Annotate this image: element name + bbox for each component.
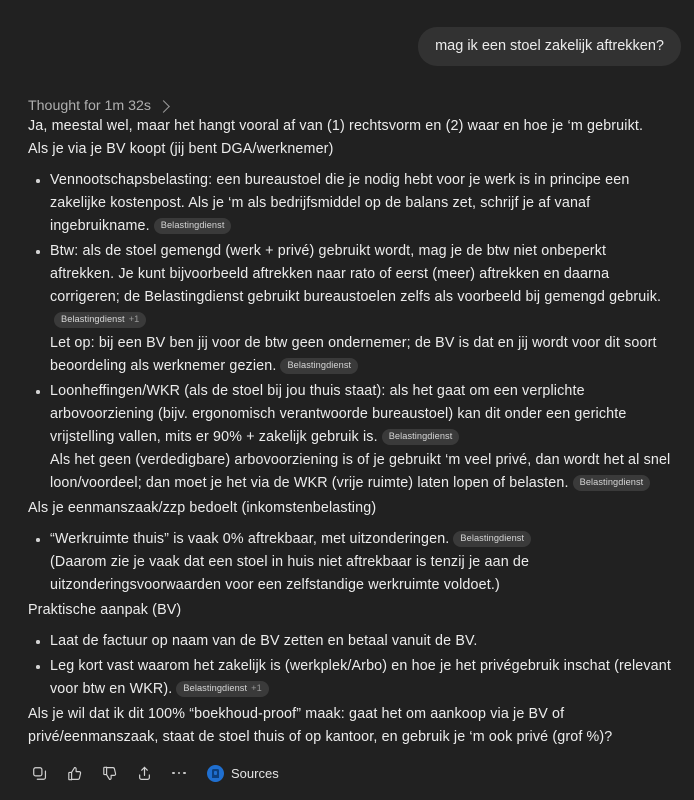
belastingdienst-avatar-icon [207, 765, 224, 782]
more-options-button[interactable] [164, 758, 194, 788]
copy-button[interactable] [24, 758, 54, 788]
user-message-row [0, 0, 694, 66]
list-item [28, 240, 674, 378]
thumbs-down-icon [101, 765, 118, 782]
thinking-summary-toggle[interactable] [28, 97, 168, 115]
list-item-subtext: Let op: bij een BV ben jij voor de btw geen ondernemer; de BV is dat en jij wordt voor dit soort beoordeling als werknemer gezien. [50, 335, 657, 374]
citation-chip[interactable] [154, 218, 232, 234]
bv-bullet-list [28, 169, 674, 495]
closing-paragraph: Als je wil dat ik dit 100% “boekhoud-proof” maak: gaat het om aankoop via je BV of privé/eenmanszaak, staat de stoel thuis of op kantoor, en gebruik je ‘m ook privé (grof %)? [28, 706, 613, 745]
list-item [28, 528, 674, 597]
message-action-toolbar [24, 758, 285, 788]
sources-button[interactable] [205, 761, 285, 786]
list-item-text: Leg kort vast waarom het zakelijk is (werkplek/Arbo) en hoe je het privégebruik inschat (relevant voor btw en WKR). [50, 658, 671, 697]
praktisch-bullet-list [28, 630, 674, 701]
zzp-bullet-list [28, 528, 674, 597]
list-item-text: “Werkruimte thuis” is vaak 0% aftrekbaar, met uitzonderingen. [50, 531, 450, 547]
citation-more-count: +1 [251, 683, 262, 693]
thinking-summary-label: Thought for 1m 32s [28, 98, 152, 114]
list-item-subtext: Als het geen (verdedigbare) arbovoorziening is of je gebruikt ‘m veel privé, dan wordt het al snel loon/voordeel; dan moet je het via de WKR (vrije ruimte) laten lopen of belasten. [50, 452, 671, 491]
citation-chip[interactable] [280, 358, 358, 374]
list-item-subtext: (Daarom zie je vaak dat een stoel in huis niet aftrekbaar is tenzij je aan de uitzonderingsvoorwaarden voor een zelfstandige werkruimte voldoet.) [50, 554, 530, 593]
citation-source-label: Belastingdienst [460, 533, 525, 543]
copy-icon [31, 765, 48, 782]
citation-chip[interactable] [176, 681, 268, 697]
user-message-bubble[interactable]: mag ik een stoel zakelijk aftrekken? [418, 27, 681, 66]
citation-source-label: Belastingdienst [183, 683, 248, 693]
heading-bv: Als je via je BV koopt (jij bent DGA/werknemer) [28, 141, 334, 157]
list-item-subtext-wrap [50, 332, 674, 378]
citation-chip[interactable] [54, 312, 146, 328]
heading-praktisch: Praktische aanpak (BV) [28, 602, 182, 618]
citation-chip[interactable] [453, 531, 531, 547]
share-button[interactable] [129, 758, 159, 788]
citation-source-label: Belastingdienst [388, 431, 453, 441]
thumbs-up-button[interactable] [59, 758, 89, 788]
list-item [28, 655, 674, 701]
assistant-message [0, 97, 694, 749]
list-item-text: Vennootschapsbelasting: een bureaustoel die je nodig hebt voor je werk is in principe een zakelijke kostenpost. Als je ‘m als bedrijfsmiddel op de balans zet, schrijf je af vanaf ingebruikname. [50, 172, 630, 234]
sources-label: Sources [231, 765, 279, 781]
thumbs-down-button[interactable] [94, 758, 124, 788]
list-item-text: Loonheffingen/WKR (als de stoel bij jou thuis staat): als het gaat om een verplichte arbovoorziening (bijv. ergonomisch verantwoorde bureaustoel) kan dit onder een gerichte vrijstelling vallen, mits er 90% + zakelijk gebruik is. [50, 383, 627, 445]
intro-paragraph: Ja, meestal wel, maar het hangt vooral af van (1) rechtsvorm en (2) waar en hoe je ‘m gebruikt. [28, 118, 644, 134]
citation-chip[interactable] [382, 429, 460, 445]
list-item-subtext-wrap [50, 449, 674, 495]
list-item [28, 169, 674, 238]
share-upload-icon [136, 765, 153, 782]
citation-source-label: Belastingdienst [61, 314, 125, 324]
list-item-text: Btw: als de stoel gemengd (werk + privé) gebruikt wordt, mag je de btw niet onbeperkt aftrekken. Je kunt bijvoorbeeld aftrekken naar rato of eerst (meer) aftrekken en daarna corrigeren; de Belastingdienst gebruikt bureaustoelen zelfs als voorbeeld bij gemengd gebruik. [50, 243, 662, 305]
heading-zzp: Als je eenmanszaak/zzp bedoelt (inkomstenbelasting) [28, 500, 377, 516]
list-item [28, 630, 674, 653]
chevron-right-icon [157, 100, 170, 113]
citation-chip[interactable] [573, 475, 651, 491]
citation-more-count: +1 [128, 314, 140, 324]
citation-source-label: Belastingdienst [579, 477, 644, 487]
list-item-text: Laat de factuur op naam van de BV zetten en betaal vanuit de BV. [50, 633, 478, 649]
citation-source-label: Belastingdienst [287, 360, 352, 370]
thumbs-up-icon [66, 765, 83, 782]
more-options-icon [172, 772, 186, 775]
citation-source-label: Belastingdienst [160, 220, 225, 230]
list-item [28, 380, 674, 495]
